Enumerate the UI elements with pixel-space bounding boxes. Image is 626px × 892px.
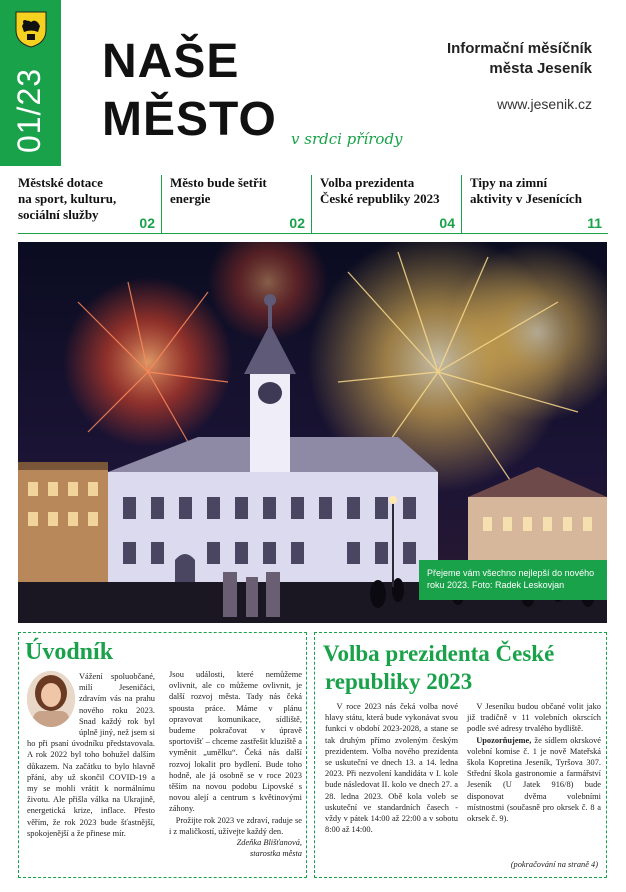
teaser-item[interactable] — [161, 175, 311, 233]
teaser-page: 04 — [439, 215, 455, 231]
editorial-box — [18, 632, 307, 878]
cover-photo-fireworks — [18, 242, 607, 623]
teaser-row — [18, 175, 608, 233]
teaser-title: Město bude šetřit energie — [170, 175, 267, 206]
teaser-page: 11 — [587, 215, 602, 231]
photo-caption: Přejeme vám všechno nejlepší do nového roku 2023. Foto: Radek Leskovjan — [419, 560, 607, 600]
teaser-title: Tipy na zimní aktivity v Jesenících — [470, 175, 582, 206]
masthead-info-line1: Informační měsíčník — [446, 40, 592, 57]
teaser-title: Městské dotace na sport, kulturu, sociální služby — [18, 175, 117, 222]
teaser-title: Volba prezidenta České republiky 2023 — [320, 175, 440, 206]
signature-role: starostka města — [249, 849, 302, 859]
issue-number: 01/23 — [11, 67, 48, 153]
masthead-title-line1: NAŠE — [102, 35, 240, 88]
election-heading-line2: republiky 2023 — [325, 669, 473, 694]
election-column-1: V roce 2023 nás čeká volba nové hlavy státu, která bude vykonávat svou funkci v období 2023-2028, a stane se tak druhým přímo zvoleným českým prezidentem. Volba nového prezidenta se uskuteční ve dnech 13. a 14. ledna 2023. Při nezvolení kandidáta v I. kole bude následovat II. kolo ve dnech 27. a 28. ledna 2023. Obě kola voleb se uskuteční ve standardních časech - vždy v pátek 14:00 až 22:00 a v sobotu 8:00 až 14:00. — [325, 702, 458, 835]
masthead-info-line2: města Jeseník — [489, 60, 592, 77]
continued-note[interactable]: (pokračování na straně 4) — [510, 860, 598, 869]
editorial-column-1: Vážení spoluobčané, milí Jeseničáci, zdravím vás na prahu nového roku 2023. Snad každý rok byl úplně jiný, než jsem si ho při psaní úvodníku představovala. A rok 2022 byl toho bohužel dalším důkazem. Na začátku to bylo hlavně přání, aby už skončil COVID-19 a my se mohli vrátit k normálnímu životu. Ale přišla válka na Ukrajině, energetická krize, inflace. Přesto věřím, že rok 2023 bude šťastnější, spokojenější a že přinese mír. — [27, 672, 155, 838]
editorial-column-2: Jsou události, které nemůžeme ovlivnit, ale co můžeme ovlivnit, je další rozvoj města. Tady nás čeká spousta práce. Máme v plánu opravovat komunikace, sídliště, budeme pokračovat v úpravě sportovišť – chceme zastřešit kluziště a vyměnit „umělku“. Čeká nás další rozvoj lokalit pro bydlení. Bude toho hodně, ale já osobně se v roce 2023 těším na novou podobu Lipovské s novou alejí a centrum s květinovými záhony. Prožijte rok 2023 ve zdraví, raduje se i z maličkostí, užívejte každý den. Zdeňka Blišťanová, starostka města — [169, 670, 302, 859]
masthead-title-line2: MĚSTO — [102, 93, 277, 146]
election-heading-line1: Volba prezidenta České — [323, 641, 555, 666]
website-link[interactable]: www.jesenik.cz — [497, 96, 592, 112]
teaser-page: 02 — [289, 215, 305, 231]
teaser-divider — [18, 233, 608, 234]
masthead-green-strip — [0, 0, 61, 166]
signature-name: Zdeňka Blišťanová, — [236, 838, 302, 848]
election-column-2: V Jeseníku budou občané volit jako již tradičně v 11 volebních okrscích podle své adresy trvalého bydliště. Upozorňujeme, že sídlem okrskové volební komise č. 1 je nově Mateřská škola Kopretina Jeseník, Tyršova 307. Střední škola gastronomie a farmářství Jeseník (U Jatek 916/8) bude disponovat dvěma volebními místnostmi (současně pro okrsek č. 8 a okrsek č. 9). — [467, 702, 601, 824]
election-box — [314, 632, 607, 878]
city-crest-icon — [14, 10, 48, 48]
teaser-item[interactable] — [18, 175, 161, 233]
teaser-item[interactable] — [461, 175, 608, 233]
teaser-page: 02 — [139, 215, 155, 231]
masthead-tagline: v srdci přírody — [291, 130, 403, 148]
teaser-item[interactable] — [311, 175, 461, 233]
editorial-heading: Úvodník — [25, 639, 114, 665]
